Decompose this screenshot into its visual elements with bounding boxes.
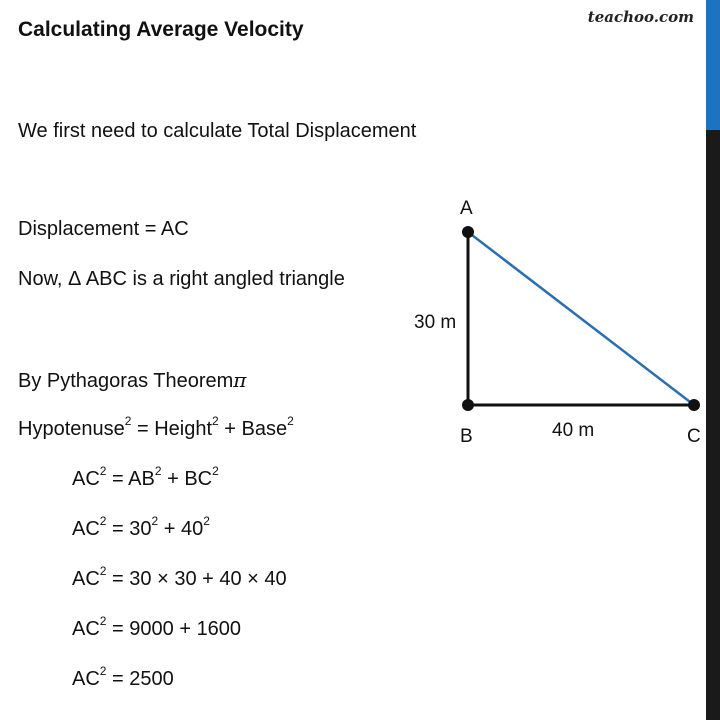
- step-rhs: = 30: [106, 518, 152, 540]
- step-rhs: = 30 × 30 + 40 × 40: [106, 568, 287, 590]
- step-sq: 2: [151, 514, 159, 529]
- step-sq: 2: [99, 514, 107, 529]
- step-lhs: AC: [72, 568, 100, 590]
- step-lhs: AC: [72, 618, 100, 640]
- label-ab-length: 30 m: [414, 312, 457, 333]
- label-a: A: [460, 198, 473, 219]
- label-c: C: [687, 426, 701, 447]
- brand-logo: teachoo.com: [587, 8, 694, 26]
- point-b: [462, 399, 474, 411]
- step-rhs: = 9000 + 1600: [106, 618, 242, 640]
- label-bc-length: 40 m: [552, 420, 595, 441]
- formula-base: + Base: [218, 418, 288, 440]
- page-title: Calculating Average Velocity: [18, 18, 304, 41]
- point-c: [688, 399, 700, 411]
- formula-hypotenuse: Hypotenuse: [18, 418, 125, 440]
- formula-sq-1: 2: [124, 414, 132, 429]
- pythagoras-label: By Pythagoras Theorem: [18, 370, 234, 392]
- step-sq: 2: [212, 464, 219, 479]
- step-sq: 2: [154, 464, 162, 479]
- step-sq: 2: [99, 664, 107, 679]
- step-rhs: = AB: [106, 468, 155, 490]
- step-sq: 2: [203, 514, 210, 529]
- step-lhs: AC: [72, 668, 100, 690]
- pi-symbol: π: [233, 368, 247, 392]
- step-rhs: = 2500: [106, 668, 174, 690]
- step-lhs: AC: [72, 518, 100, 540]
- step-lhs: AC: [72, 468, 100, 490]
- step-sq: 2: [99, 614, 107, 629]
- hypotenuse-ac: [468, 232, 694, 405]
- step-sq: 2: [99, 464, 107, 479]
- step-rhs-plus: + 40: [158, 518, 204, 540]
- label-b: B: [460, 426, 473, 447]
- intro-text: We first need to calculate Total Displacement: [18, 120, 417, 142]
- step-sq: 2: [99, 564, 107, 579]
- formula-height: = Height: [131, 418, 213, 440]
- formula-sq-3: 2: [287, 414, 294, 429]
- formula-sq-2: 2: [212, 414, 219, 429]
- point-a: [462, 226, 474, 238]
- triangle-note: Now, Δ ABC is a right angled triangle: [18, 268, 345, 290]
- displacement-text: Displacement = AC: [18, 218, 189, 240]
- step-rhs-plus: + BC: [161, 468, 213, 490]
